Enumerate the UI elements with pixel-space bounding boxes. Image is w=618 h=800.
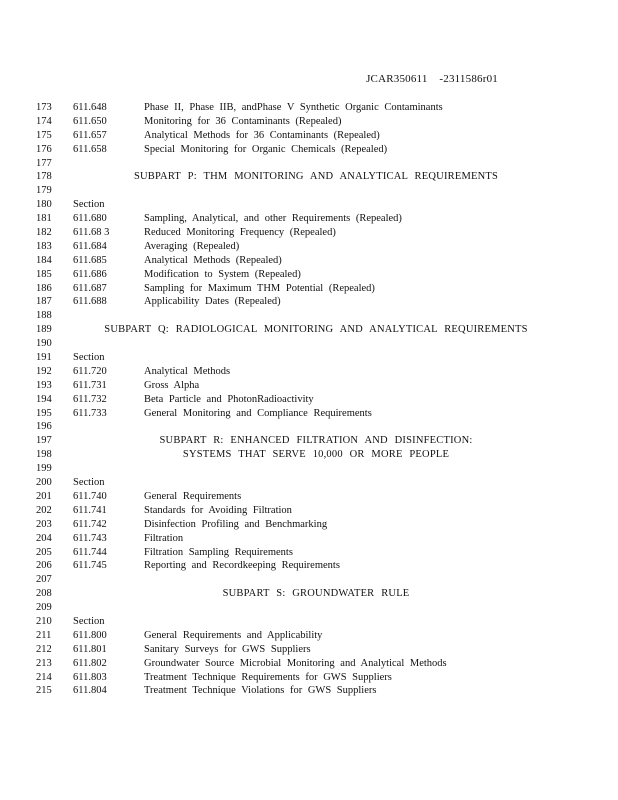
section-number: 611.740	[73, 490, 107, 502]
section-title: Phase II, Phase IIB, andPhase V Synthetic Organic Contaminants	[144, 102, 443, 113]
line-number: 194	[36, 393, 52, 405]
section-number: 611.742	[73, 518, 107, 530]
section-number: 611.684	[73, 240, 107, 252]
line-number: 182	[36, 227, 52, 239]
line-number: 186	[36, 282, 52, 294]
line-number: 206	[36, 560, 52, 572]
text-line	[36, 282, 596, 296]
section-number: 611.743	[73, 532, 107, 544]
line-number: 195	[36, 407, 52, 419]
text-line	[36, 115, 596, 129]
text-line	[36, 351, 596, 365]
section-title: Applicability Dates (Repealed)	[144, 296, 281, 308]
line-number: 177	[36, 157, 52, 169]
section-number: Section	[73, 199, 105, 211]
text-line	[36, 323, 596, 337]
text-line	[36, 226, 596, 240]
section-number: Section	[73, 352, 105, 364]
section-number: 611.800	[73, 629, 107, 641]
text-line	[36, 254, 596, 268]
document-header	[366, 73, 498, 85]
section-title: Treatment Technique Requirements for GWS Suppliers	[144, 671, 392, 683]
section-number: 611.802	[73, 657, 107, 669]
section-title: Treatment Technique Violations for GWS Suppliers	[144, 685, 377, 697]
section-title: Sampling for Maximum THM Potential (Repealed)	[144, 282, 375, 294]
text-line	[36, 337, 596, 351]
section-title: Sampling, Analytical, and other Requirements (Repealed)	[144, 213, 402, 225]
line-number: 189	[36, 324, 52, 336]
section-title: Special Monitoring for Organic Chemicals (Repealed)	[144, 143, 388, 155]
section-title: Disinfection Profiling and Benchmarking	[144, 518, 328, 530]
line-number: 183	[36, 240, 52, 252]
text-line	[36, 546, 596, 560]
line-number: 210	[36, 615, 52, 627]
section-number: Section	[73, 615, 105, 627]
text-line	[36, 462, 596, 476]
section-number: 611.733	[73, 407, 107, 419]
line-number: 201	[36, 490, 52, 502]
text-line	[36, 240, 596, 254]
line-number: 214	[36, 671, 52, 683]
section-title: General Requirements	[144, 490, 242, 502]
line-number: 181	[36, 213, 52, 225]
text-line	[36, 476, 596, 490]
section-title: Modification to System (Repealed)	[144, 268, 301, 280]
text-line	[36, 420, 596, 434]
line-number: 202	[36, 504, 52, 516]
text-line	[36, 295, 596, 309]
section-title: Reporting and Recordkeeping Requirements	[144, 560, 340, 572]
line-number: 208	[36, 588, 52, 600]
text-line	[36, 198, 596, 212]
section-number: 611.741	[73, 504, 107, 516]
section-number: Section	[73, 477, 105, 489]
text-line	[36, 532, 596, 546]
text-line	[36, 129, 596, 143]
section-title: General Requirements and Applicability	[144, 629, 323, 641]
section-number: 611.680	[73, 213, 107, 225]
subpart-heading: SUBPART S: GROUNDWATER RULE	[222, 588, 410, 600]
text-line	[36, 434, 596, 448]
section-number: 611.648	[73, 102, 107, 113]
section-number: 611.687	[73, 282, 107, 294]
section-title: Sanitary Surveys for GWS Suppliers	[144, 643, 311, 655]
text-line	[36, 490, 596, 504]
line-number: 215	[36, 685, 52, 697]
line-number: 188	[36, 310, 52, 322]
section-title: Reduced Monitoring Frequency (Repealed)	[144, 227, 336, 239]
line-number: 190	[36, 338, 52, 350]
text-line	[36, 170, 596, 184]
text-line	[36, 671, 596, 685]
line-number: 174	[36, 115, 52, 127]
section-title: Standards for Avoiding Filtration	[144, 504, 292, 516]
section-number: 611.657	[73, 129, 107, 141]
text-line	[36, 518, 596, 532]
subpart-heading: SUBPART Q: RADIOLOGICAL MONITORING AND ANALYTICAL REQUIREMENTS	[104, 324, 528, 336]
section-number: 611.68 3	[73, 227, 110, 239]
text-line	[36, 587, 596, 601]
text-line	[36, 393, 596, 407]
subpart-heading: SUBPART P: THM MONITORING AND ANALYTICAL REQUIREMENTS	[133, 171, 499, 183]
text-line	[36, 573, 596, 587]
section-number: 611.686	[73, 268, 107, 280]
text-line	[36, 143, 596, 157]
document-body	[36, 101, 596, 698]
section-number: 611.688	[73, 296, 107, 308]
section-title: Analytical Methods (Repealed)	[144, 254, 282, 266]
line-number: 180	[36, 199, 52, 211]
section-number: 611.801	[73, 643, 107, 655]
section-number: 611.650	[73, 115, 107, 127]
text-line	[36, 365, 596, 379]
line-number: 207	[36, 574, 52, 586]
text-line	[36, 657, 596, 671]
line-number: 193	[36, 379, 52, 391]
section-title: Monitoring for 36 Contaminants (Repealed)	[144, 115, 342, 127]
section-number: 611.685	[73, 254, 107, 266]
section-title: Beta Particle and PhotonRadioactivity	[144, 393, 314, 405]
text-line	[36, 212, 596, 226]
text-line	[36, 184, 596, 198]
document-code: JCAR350611	[366, 73, 428, 85]
section-title: Averaging (Repealed)	[144, 240, 240, 252]
line-number: 192	[36, 365, 52, 377]
section-title: Filtration	[144, 532, 184, 544]
text-line	[36, 268, 596, 282]
line-number: 209	[36, 602, 52, 614]
section-number: 611.658	[73, 143, 107, 155]
subpart-heading: SYSTEMS THAT SERVE 10,000 OR MORE PEOPLE	[182, 449, 450, 461]
line-number: 191	[36, 352, 52, 364]
section-title: Groundwater Source Microbial Monitoring and Analytical Methods	[144, 657, 447, 669]
section-title: Analytical Methods	[144, 365, 231, 377]
line-number: 205	[36, 546, 52, 558]
text-line	[36, 504, 596, 518]
section-title: Analytical Methods for 36 Contaminants (Repealed)	[144, 129, 380, 141]
text-line	[36, 157, 596, 171]
line-number: 184	[36, 254, 52, 266]
text-line	[36, 448, 596, 462]
document-id: -2311586r01	[439, 73, 498, 85]
line-number: 185	[36, 268, 52, 280]
line-number: 187	[36, 296, 52, 308]
line-number: 178	[36, 171, 52, 183]
text-line	[36, 379, 596, 393]
text-line	[36, 615, 596, 629]
section-title: Filtration Sampling Requirements	[144, 546, 293, 558]
text-line	[36, 101, 596, 115]
section-number: 611.803	[73, 671, 107, 683]
line-number: 199	[36, 463, 52, 475]
line-number: 179	[36, 185, 52, 197]
section-number: 611.804	[73, 685, 107, 697]
section-number: 611.720	[73, 365, 107, 377]
section-number: 611.732	[73, 393, 107, 405]
line-number: 196	[36, 421, 52, 433]
text-line	[36, 309, 596, 323]
line-number: 213	[36, 657, 52, 669]
text-line	[36, 684, 596, 698]
line-number: 197	[36, 435, 52, 447]
text-line	[36, 643, 596, 657]
text-line	[36, 559, 596, 573]
text-line	[36, 601, 596, 615]
line-number: 204	[36, 532, 52, 544]
section-number: 611.745	[73, 560, 107, 572]
line-number: 212	[36, 643, 52, 655]
line-number: 176	[36, 143, 52, 155]
section-number: 611.744	[73, 546, 107, 558]
subpart-heading: SUBPART R: ENHANCED FILTRATION AND DISINFECTION:	[159, 435, 473, 447]
text-line	[36, 407, 596, 421]
line-number: 173	[36, 102, 52, 113]
section-title: General Monitoring and Compliance Requirements	[144, 407, 372, 419]
line-number: 175	[36, 129, 52, 141]
line-number: 203	[36, 518, 52, 530]
line-number: 198	[36, 449, 52, 461]
text-line	[36, 629, 596, 643]
line-number: 211	[36, 629, 52, 641]
line-number: 200	[36, 477, 52, 489]
section-number: 611.731	[73, 379, 107, 391]
section-title: Gross Alpha	[144, 379, 200, 391]
